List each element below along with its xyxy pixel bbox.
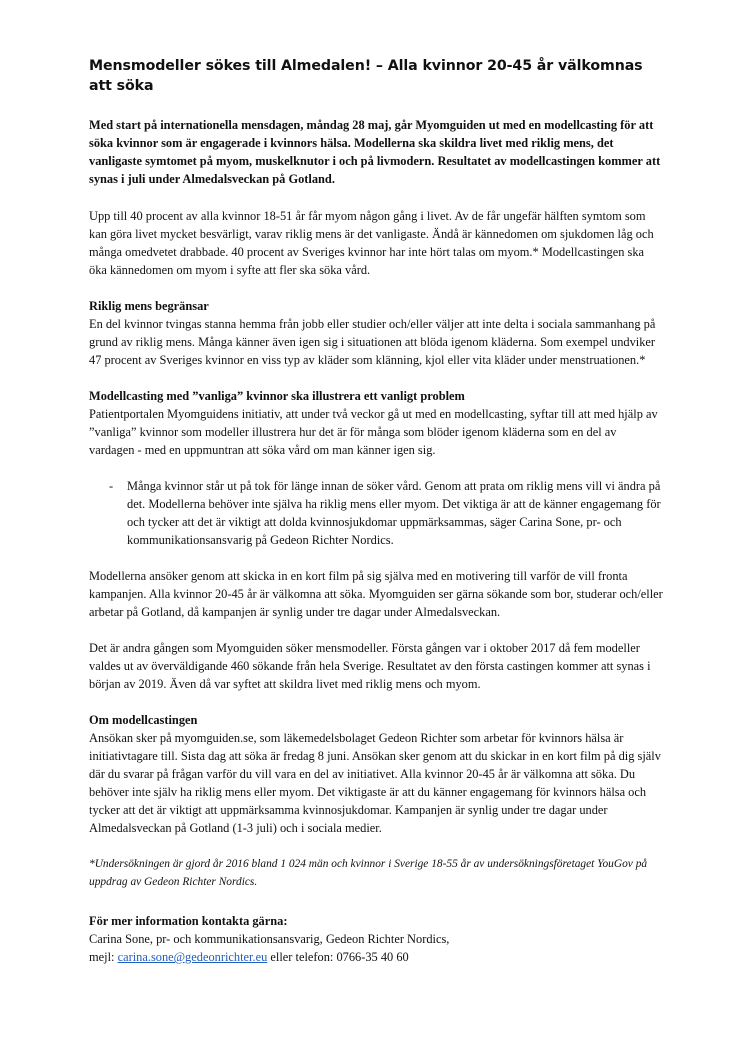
dash-bullet: - — [109, 479, 114, 493]
apply-paragraph: Modellerna ansöker genom att skicka in en kort film på sig själva med en motivering till varför de vill fronta kampanjen. Alla kvinnor 20-45 år är välkomna att söka. Myomguiden ser gärna sökande som bor, studerar och/eller arbetar på Gotland, då kampanjen är synlig under tre dagar under Almedalsveckan. — [89, 569, 663, 619]
page-title: Mensmodeller sökes till Almedalen! – Alla kvinnor 20-45 år välkomnas att söka — [89, 58, 643, 94]
section-heading: Modellcasting med ”vanliga” kvinnor ska illustrera ett vanligt problem — [89, 389, 465, 403]
quote-list-item — [109, 477, 664, 549]
section-om-modellcastingen — [89, 711, 664, 837]
phone-text: eller telefon: 0766-35 40 60 — [267, 950, 409, 964]
section-body: Patientportalen Myomguidens initiativ, att under två veckor gå ut med en modellcasting, syftar till att med hjälp av ”vanliga” kvinnor som modeller illustrera hur det är för många som blöder igenom kläderna som en del av vardagen - med en uppmuntran att söka vård om man känner igen sig. — [89, 407, 658, 457]
quote-text: Många kvinnor står ut på tok för länge innan de söker vård. Genom att prata om riklig mens vill vi ändra på det. Modellerna behöver inte själva ha riklig mens eller myom. Det viktiga är att de känner engagemang för och tycker att det är viktigt att dolda kvinnosjukdomar uppmärksammas, säger Carina Sone, pr- och kommunikationsansvarig på Gedeon Richter Nordics. — [127, 479, 661, 547]
contact-heading: För mer information kontakta gärna: — [89, 914, 288, 928]
intro-paragraph: Upp till 40 procent av alla kvinnor 18-51 år får myom någon gång i livet. Av de får ungefär hälften symtom som kan göra livet mycket besvärligt, varav riklig mens är det vanligaste. Ändå är kännedomen om sjukdomen låg och många omedvetet drabbade. 40 procent av Sveriges kvinnor har inte hört talas om myom.* Modellcastingen ska öka kännedomen om myom i syfte att fler ska söka vård. — [89, 209, 654, 277]
section-heading: Om modellcastingen — [89, 713, 198, 727]
contact-block — [89, 912, 664, 966]
section-riklig-mens — [89, 297, 664, 369]
section-body: Ansökan sker på myomguiden.se, som läkemedelsbolaget Gedeon Richter som arbetar för kvinnors hälsa är initiativtagare till. Sista dag att söka är fredag 8 juni. Ansökan sker genom att du skickar in en kort film på dig själv där du svarar på frågan varför du vill vara en del av initiativet. Alla kvinnor 20-45 år är välkomna att söka. Du behöver inte själv ha riklig mens eller myom. Det viktigaste är att du känner engagemang för kvinnors hälsa och tycker att det är viktigt att uppmärksamma kvinnosjukdomar. Kampanjen är synlig under tre dagar under Almedalsveckan på Gotland (1-3 juli) och i sociala medier. — [89, 731, 661, 835]
section-heading: Riklig mens begränsar — [89, 299, 209, 313]
mail-label: mejl: — [89, 950, 118, 964]
footnote: *Undersökningen är gjord år 2016 bland 1 024 män och kvinnor i Sverige 18-55 år av undersökningsföretaget YouGov på uppdrag av Gedeon Richter Nordics. — [89, 858, 648, 888]
email-link[interactable]: carina.sone@gedeonrichter.eu — [117, 950, 268, 964]
lead-paragraph: Med start på internationella mensdagen, måndag 28 maj, går Myomguiden ut med en modellcasting för att söka kvinnor som är engagerade i kvinnors hälsa. Modellerna ska skildra livet med riklig mens, det vanligaste symtomet på myom, muskelknutor i och på livmodern. Resultatet av modellcastingen kommer att synas i juli under Almedalsveckan på Gotland. — [89, 118, 661, 186]
press-release-page — [89, 56, 664, 966]
section-body: En del kvinnor tvingas stanna hemma från jobb eller studier och/eller väljer att inte delta i sociala sammanhang på grund av riklig mens. Många känner även igen sig i situationen att blöda igenom kläderna. Som exempel undviker 47 procent av Sveriges kvinnor en viss typ av kläder som klänning, kjol eller vita kläder under menstruationen.* — [89, 317, 656, 367]
contact-line — [89, 948, 664, 966]
second-casting-paragraph: Det är andra gången som Myomguiden söker mensmodeller. Första gången var i oktober 2017 då fem modeller valdes ut av överväldigande 460 sökande från hela Sverige. Resultatet av den första castingen kommer att synas i början av 2019. Även då var syftet att skildra livet med riklig mens och myom. — [89, 641, 651, 691]
contact-name: Carina Sone, pr- och kommunikationsansvarig, Gedeon Richter Nordics, — [89, 932, 450, 946]
section-modellcasting — [89, 387, 664, 459]
